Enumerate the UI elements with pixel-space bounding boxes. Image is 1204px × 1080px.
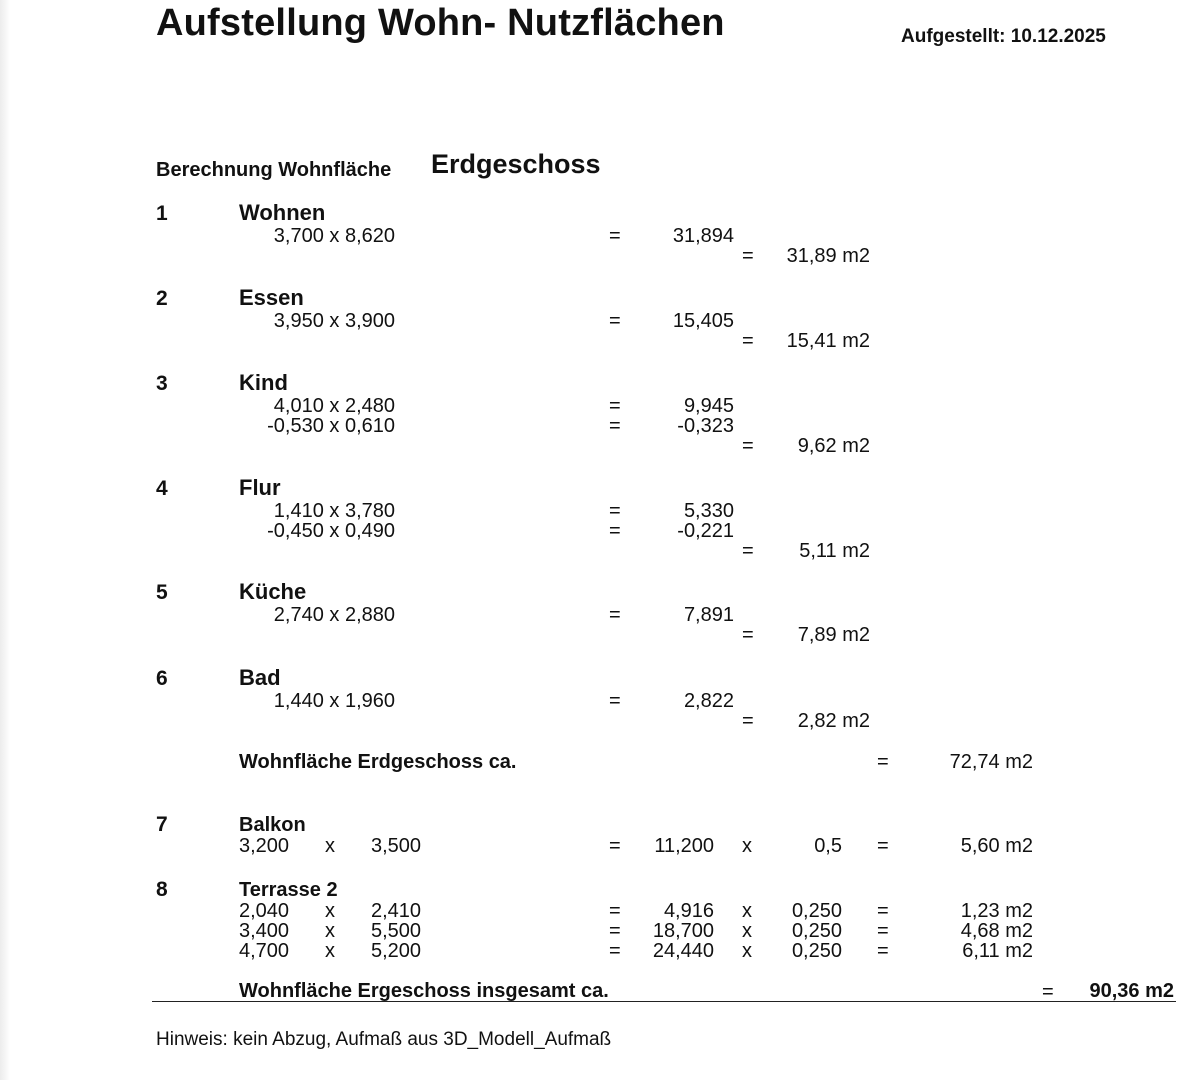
outdoor-product: 11,200: [654, 835, 714, 857]
room-product: 15,405: [672, 310, 734, 332]
room-product: 9,945: [683, 395, 734, 417]
equals-sign: =: [609, 940, 621, 962]
equals-sign: =: [742, 435, 754, 457]
room-dimensions: 3,950 x 3,900: [273, 310, 395, 332]
room-name: Balkon: [239, 814, 306, 836]
equals-sign: =: [609, 690, 621, 712]
room-name: Küche: [239, 579, 307, 604]
room-area: 2,82 m2: [797, 710, 870, 732]
equals-sign: =: [742, 624, 754, 646]
reduction-factor: 0,5: [814, 835, 842, 857]
equals-sign: =: [609, 520, 621, 542]
reduction-factor: 0,250: [791, 920, 842, 942]
width-value: 3,500: [371, 835, 422, 857]
equals-sign: =: [609, 604, 621, 626]
equals-sign: =: [742, 245, 754, 267]
length-value: 4,700: [239, 940, 290, 962]
room-name: Bad: [239, 665, 281, 690]
room-dimensions: -0,450 x 0,490: [267, 520, 395, 542]
room-area: 9,62 m2: [797, 435, 870, 457]
room-name: Essen: [239, 285, 304, 310]
room-area: 7,89 m2: [797, 624, 870, 646]
total-value: 90,36 m2: [1089, 980, 1174, 1002]
room-area: 5,11 m2: [799, 540, 870, 562]
date-label: Aufgestellt: 10.12.2025: [901, 26, 1106, 47]
room-dimensions: 4,010 x 2,480: [273, 395, 395, 417]
total-label: Wohnfläche Ergeschoss insgesamt ca.: [239, 980, 609, 1002]
times-sign: x: [325, 900, 335, 922]
outdoor-area: 1,23 m2: [960, 900, 1033, 922]
floor-heading: Erdgeschoss: [431, 149, 601, 179]
subtotal-label: Wohnfläche Erdgeschoss ca.: [239, 751, 517, 773]
room-number: 8: [156, 878, 168, 901]
equals-sign: =: [877, 940, 889, 962]
outdoor-product: 4,916: [663, 900, 714, 922]
room-number: 6: [156, 667, 168, 690]
equals-sign: =: [609, 395, 621, 417]
equals-sign: =: [877, 900, 889, 922]
room-name: Kind: [239, 370, 288, 395]
times-sign: x: [742, 920, 752, 942]
width-value: 5,500: [371, 920, 422, 942]
room-dimensions: 2,740 x 2,880: [273, 604, 395, 626]
equals-sign: =: [877, 835, 889, 857]
width-value: 5,200: [371, 940, 422, 962]
room-area: 31,89 m2: [786, 245, 870, 267]
times-sign: x: [742, 835, 752, 857]
equals-sign: =: [742, 710, 754, 732]
outdoor-area: 4,68 m2: [960, 920, 1033, 942]
room-name: Flur: [239, 475, 281, 500]
room-area: 15,41 m2: [786, 330, 870, 352]
subtotal-equals: =: [877, 751, 889, 773]
equals-sign: =: [609, 900, 621, 922]
equals-sign: =: [609, 500, 621, 522]
room-number: 4: [156, 477, 168, 500]
document-title: Aufstellung Wohn- Nutzflächen: [156, 2, 725, 44]
width-value: 2,410: [371, 900, 422, 922]
total-underline: [152, 1001, 1176, 1002]
times-sign: x: [742, 940, 752, 962]
room-number: 7: [156, 813, 168, 836]
room-number: 2: [156, 287, 168, 310]
equals-sign: =: [609, 415, 621, 437]
note-text: Hinweis: kein Abzug, Aufmaß aus 3D_Modell_Aufmaß: [156, 1029, 612, 1050]
room-dimensions: -0,530 x 0,610: [267, 415, 395, 437]
outdoor-area: 6,11 m2: [962, 940, 1033, 962]
room-product: 31,894: [672, 225, 734, 247]
equals-sign: =: [609, 310, 621, 332]
subtotal-value: 72,74 m2: [949, 751, 1033, 773]
room-dimensions: 1,410 x 3,780: [273, 500, 395, 522]
room-product: 2,822: [683, 690, 734, 712]
room-number: 3: [156, 372, 168, 395]
room-name: Terrasse 2: [239, 879, 338, 901]
equals-sign: =: [609, 225, 621, 247]
equals-sign: =: [742, 330, 754, 352]
room-product: 5,330: [683, 500, 734, 522]
room-name: Wohnen: [239, 200, 326, 225]
outdoor-area: 5,60 m2: [960, 835, 1033, 857]
room-product: -0,323: [677, 415, 734, 437]
equals-sign: =: [609, 835, 621, 857]
times-sign: x: [325, 920, 335, 942]
times-sign: x: [325, 940, 335, 962]
page-edge-shadow: [0, 0, 10, 1080]
room-product: -0,221: [677, 520, 734, 542]
outdoor-product: 18,700: [652, 920, 714, 942]
section-label: Berechnung Wohnfläche: [156, 159, 392, 181]
equals-sign: =: [877, 920, 889, 942]
reduction-factor: 0,250: [791, 900, 842, 922]
equals-sign: =: [742, 540, 754, 562]
room-number: 1: [156, 202, 168, 225]
times-sign: x: [325, 835, 335, 857]
room-dimensions: 1,440 x 1,960: [273, 690, 395, 712]
length-value: 3,200: [239, 835, 290, 857]
equals-sign: =: [609, 920, 621, 942]
total-equals: =: [1042, 981, 1054, 1003]
room-number: 5: [156, 581, 168, 604]
length-value: 3,400: [239, 920, 290, 942]
room-product: 7,891: [683, 604, 734, 626]
room-dimensions: 3,700 x 8,620: [273, 225, 395, 247]
length-value: 2,040: [239, 900, 290, 922]
reduction-factor: 0,250: [791, 940, 842, 962]
times-sign: x: [742, 900, 752, 922]
outdoor-product: 24,440: [652, 940, 714, 962]
